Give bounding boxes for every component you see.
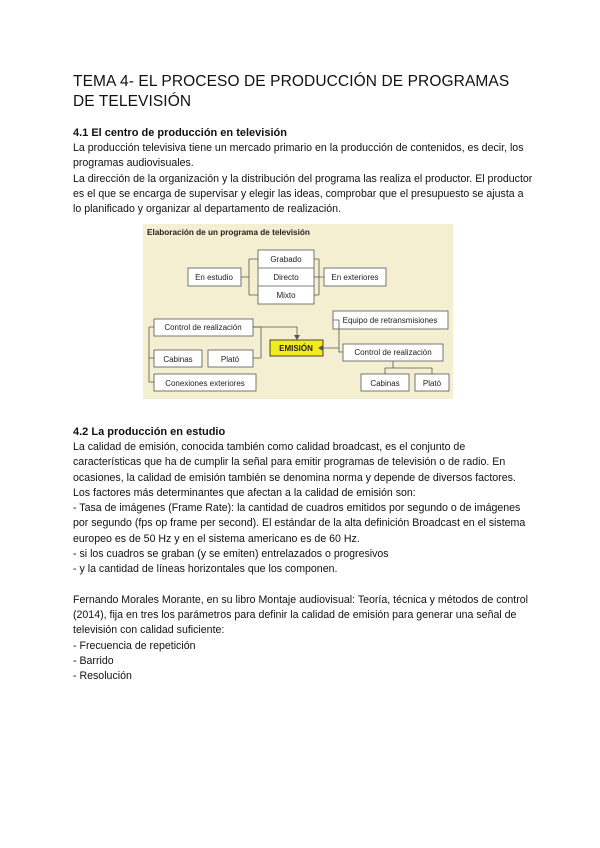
factor-interlaced: - si los cuadros se graban (y se emiten) entrelazados o progresivos (73, 548, 389, 561)
box-grabado: Grabado (270, 255, 302, 264)
box-plato-left: Plató (220, 355, 240, 364)
box-directo: Directo (273, 273, 299, 282)
box-en-exteriores: En exteriores (331, 273, 379, 282)
production-diagram-svg (143, 224, 453, 399)
paragraph-primary-market: La producción televisiva tiene un mercado primario en la producción de contenidos, es decir, los programas audiovisuales. (73, 142, 524, 170)
production-diagram (143, 224, 453, 399)
paragraph-factors-intro: Los factores más determinantes que afectan a la calidad de emisión son: (73, 486, 416, 499)
paragraph-producer: La dirección de la organización y la distribución del programa las realiza el productor. El productor es el que se encarga de supervisar y elegir las ideas, comprobar que el presupuesto se ajusta a lo planificado y organizar al departamento de realización. (73, 172, 533, 216)
box-emision: EMISIÓN (279, 344, 313, 353)
section-heading-4-1: 4.1 El centro de producción en televisión (73, 127, 287, 139)
parameter-resolucion: - Resolución (73, 670, 132, 683)
box-plato-right: Plató (422, 379, 442, 388)
box-equipo-retransmisiones: Equipo de retransmisiones (342, 316, 438, 325)
paragraph-broadcast-quality: La calidad de emisión, conocida también como calidad broadcast, es el conjunto de características que ha de cumplir la señal para emitir programas de televisión o de radio. En ocasiones, la calidad de emisión también se denomina norma y depende de diversos factores. (73, 441, 516, 484)
box-cabinas-left: Cabinas (163, 355, 193, 364)
parameter-frecuencia: - Frecuencia de repetición (73, 639, 196, 652)
box-conexiones-exteriores: Conexiones exteriores (165, 379, 245, 388)
box-control-realizacion-left: Control de realización (164, 323, 242, 332)
section-heading-4-2: 4.2 La producción en estudio (73, 426, 226, 438)
page-title: TEMA 4- EL PROCESO DE PRODUCCIÓN DE PROGRAMAS DE TELEVISIÓN (73, 73, 510, 110)
factor-horizontal-lines: - y la cantidad de líneas horizontales que los componen. (73, 563, 338, 576)
diagram-title: Elaboración de un programa de televisión (147, 228, 310, 237)
box-control-realizacion-right: Control de realización (354, 348, 432, 357)
document-content (73, 72, 533, 217)
parameter-barrido: - Barrido (73, 654, 114, 667)
box-en-estudio: En estudio (195, 273, 233, 282)
box-cabinas-right: Cabinas (370, 379, 400, 388)
paragraph-morales-morante: Fernando Morales Morante, en su libro Montaje audiovisual: Teoría, técnica y métodos de control (2014), fija en tres los parámetros para definir la calidad de emisión para generar una señal de televisión con calidad suficiente: (73, 593, 528, 637)
section-studio-production (73, 425, 533, 684)
box-mixto: Mixto (276, 291, 296, 300)
paragraph-gap (73, 578, 533, 593)
factor-frame-rate: - Tasa de imágenes (Frame Rate): la cantidad de cuadros emitidos por segundo o de imágenes por segundo (fps op frame per second). El estándar de la alta definición Broadcast en el sistema europeo es de 50 Hz y en el sistema americano es de 60 Hz. (73, 502, 526, 545)
section-production-center (73, 126, 533, 217)
